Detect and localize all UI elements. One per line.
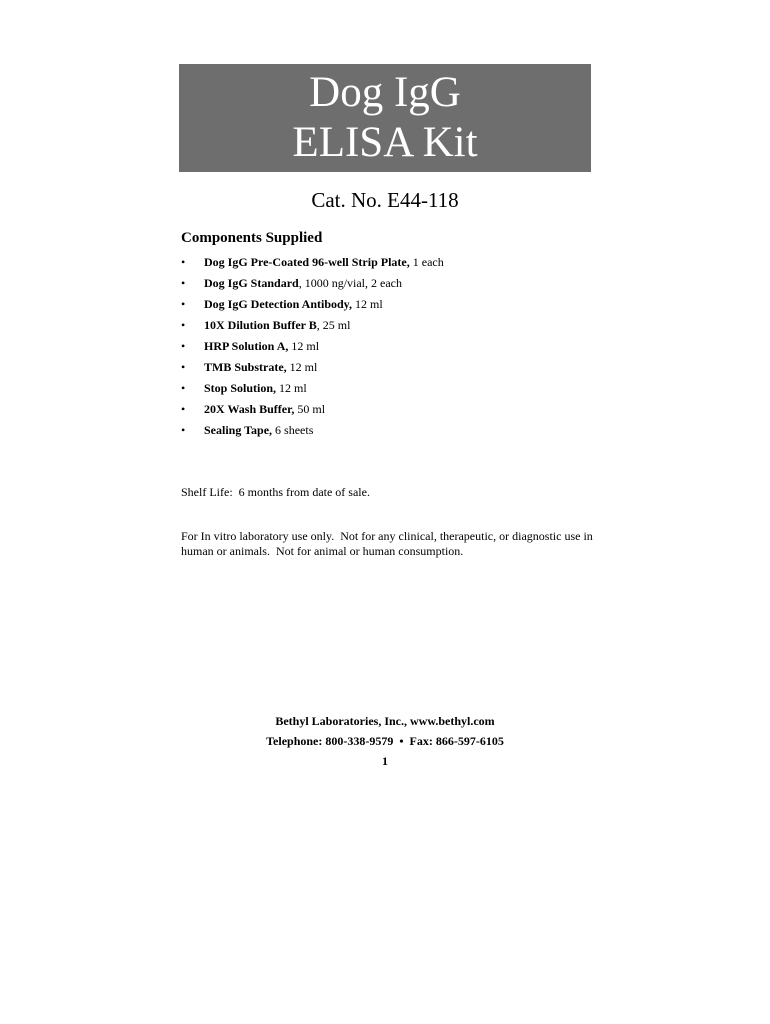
shelf-life: Shelf Life: 6 months from date of sale. <box>181 485 370 499</box>
list-item <box>181 252 444 273</box>
list-item <box>181 336 444 357</box>
list-item <box>181 378 444 399</box>
component-detail: 1 each <box>409 255 444 269</box>
components-heading: Components Supplied <box>181 230 323 246</box>
component-name: Dog IgG Standard <box>204 276 299 290</box>
components-list <box>181 252 444 441</box>
bullet-icon: • <box>181 381 186 395</box>
list-item <box>181 399 444 420</box>
component-detail: 6 sheets <box>272 423 314 437</box>
component-detail: , 1000 ng/vial, 2 each <box>298 276 402 290</box>
component-name: Dog IgG Pre-Coated 96-well Strip Plate, <box>204 255 410 269</box>
disclaimer-text: For In vitro laboratory use only. Not for any clinical, therapeutic, or diagnostic use in human or animals. Not for animal or human consumption. <box>181 529 596 558</box>
list-item <box>181 420 444 441</box>
list-item <box>181 357 444 378</box>
page-number: 1 <box>382 754 388 768</box>
component-name: Dog IgG Detection Antibody, <box>204 297 353 311</box>
bullet-icon: • <box>181 255 186 269</box>
component-name: 10X Dilution Buffer B <box>204 318 317 332</box>
list-item <box>181 294 444 315</box>
bullet-icon: • <box>181 276 186 290</box>
bullet-icon: • <box>181 318 186 332</box>
list-item <box>181 315 444 336</box>
title-line-1: Dog IgG <box>309 69 461 116</box>
list-item <box>181 273 444 294</box>
component-name: Sealing Tape, <box>204 423 273 437</box>
title-banner <box>179 64 591 172</box>
bullet-icon: • <box>181 297 186 311</box>
company-info: Bethyl Laboratories, Inc., www.bethyl.com <box>275 714 495 728</box>
bullet-icon: • <box>181 360 186 374</box>
component-detail: 12 ml <box>276 381 307 395</box>
catalog-number: Cat. No. E44-118 <box>311 188 459 212</box>
component-detail: 50 ml <box>294 402 326 416</box>
bullet-icon: • <box>181 423 186 437</box>
bullet-icon: • <box>181 339 186 353</box>
component-detail: 12 ml <box>286 360 318 374</box>
contact-info: Telephone: 800-338-9579 • Fax: 866-597-6105 <box>266 734 504 748</box>
component-detail: 12 ml <box>352 297 383 311</box>
component-name: TMB Substrate, <box>204 360 287 374</box>
bullet-icon: • <box>181 402 186 416</box>
component-name: Stop Solution, <box>204 381 277 395</box>
component-name: 20X Wash Buffer, <box>204 402 295 416</box>
component-detail: , 25 ml <box>316 318 351 332</box>
component-detail: 12 ml <box>288 339 320 353</box>
component-name: HRP Solution A, <box>204 339 289 353</box>
title-line-2: ELISA Kit <box>292 119 478 166</box>
